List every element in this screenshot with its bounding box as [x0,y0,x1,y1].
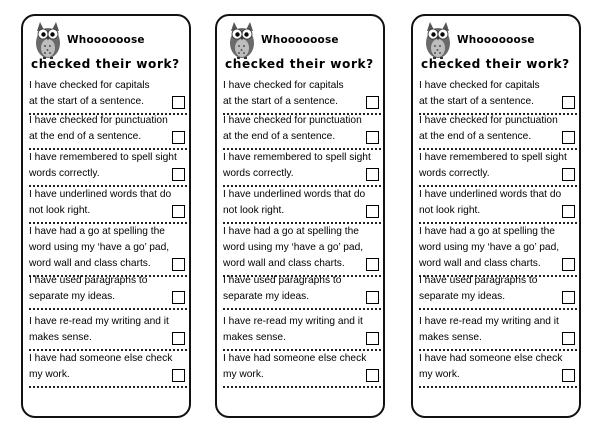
checklist-item-text: word wall and class charts. [223,258,345,269]
bookmark-card-2 [215,14,385,418]
checklist-item-text: makes sense. [419,332,482,343]
checklist-item [419,150,577,182]
checkbox[interactable] [172,258,185,271]
checklist-item-text: at the end of a sentence. [419,131,532,142]
checkbox[interactable] [366,332,379,345]
dotted-divider [29,308,187,310]
checklist-item-text: I have remembered to spell sight [223,152,371,163]
checklist-item-text: not look right. [223,205,285,216]
checklist-item [223,273,381,305]
checklist-item-text: separate my ideas. [419,291,506,302]
checklist-item [29,187,187,219]
checkbox[interactable] [562,168,575,181]
checkbox[interactable] [172,205,185,218]
checklist-item-text: I have underlined words that do [223,189,366,200]
checkbox[interactable] [562,131,575,144]
checklist-item-text: I have checked for capitals [419,80,540,91]
checklist-item [419,187,577,219]
owl-icon [424,22,452,60]
checklist-item-text: separate my ideas. [29,291,116,302]
checkbox[interactable] [366,205,379,218]
checklist-item-text: my work. [29,369,70,380]
checklist-item [29,224,187,272]
checklist-item-text: I have used paragraphs to [419,275,538,286]
checklist-item-text: I have had a go at spelling the [29,226,165,237]
checklist-item [223,150,381,182]
checklist-item-text: I have checked for capitals [29,80,150,91]
checklist-item-text: not look right. [419,205,481,216]
checklist-item-text: I have underlined words that do [419,189,562,200]
checklist-item-text: my work. [419,369,460,380]
checklist-item-text: I have had someone else check [223,353,367,364]
checklist-item [419,113,577,145]
checklist-item [223,187,381,219]
dotted-divider [29,386,187,388]
checklist-item-text: word using my ‘have a go’ pad, [419,242,560,253]
checklist-item [29,314,187,346]
checklist-item-text: at the start of a sentence. [29,96,144,107]
checkbox[interactable] [562,205,575,218]
title-line-1: Whoooooose [67,34,145,46]
checklist-item [223,113,381,145]
title-line-2: checked their work? [225,56,374,71]
checklist-item-text: word using my ‘have a go’ pad, [223,242,364,253]
checklist-item-text: words correctly. [223,168,294,179]
owl-icon [34,22,62,60]
checklist-item-text: I have had someone else check [419,353,563,364]
checkbox[interactable] [172,168,185,181]
checklist-item [29,351,187,383]
checklist-item-text: words correctly. [419,168,490,179]
checkbox[interactable] [366,258,379,271]
checklist-item-text: word wall and class charts. [29,258,151,269]
checklist-item [29,150,187,182]
checklist-item [29,113,187,145]
checklist-item-text: I have checked for punctuation [29,115,168,126]
checklist-item [223,351,381,383]
checklist-item [419,314,577,346]
checkbox[interactable] [172,291,185,304]
checkbox[interactable] [562,369,575,382]
checklist-item-text: word wall and class charts. [419,258,541,269]
checklist-item-text: I have re-read my writing and it [223,316,363,327]
checklist-item-text: I have had a go at spelling the [419,226,555,237]
checklist-item [419,273,577,305]
checklist-item-text: at the start of a sentence. [419,96,534,107]
checklist-item [29,273,187,305]
checkbox[interactable] [562,258,575,271]
checklist-item-text: I have checked for punctuation [419,115,558,126]
dotted-divider [419,386,577,388]
bookmark-card-1 [21,14,191,418]
checkbox[interactable] [366,168,379,181]
checklist-item-text: words correctly. [29,168,100,179]
bookmark-card-3 [411,14,581,418]
checklist-item-text: I have re-read my writing and it [419,316,559,327]
dotted-divider [419,308,577,310]
checklist-item-text: word using my ‘have a go’ pad, [29,242,170,253]
checklist-item-text: I have remembered to spell sight [29,152,177,163]
checkbox[interactable] [562,96,575,109]
title-line-1: Whoooooose [457,34,535,46]
checkbox[interactable] [366,369,379,382]
checklist-item-text: at the end of a sentence. [223,131,336,142]
checklist-item-text: at the end of a sentence. [29,131,142,142]
checklist-item [29,78,187,110]
checklist-item [419,351,577,383]
checklist-item-text: I have used paragraphs to [29,275,148,286]
dotted-divider [223,386,381,388]
checkbox[interactable] [366,131,379,144]
checklist-item-text: I have checked for punctuation [223,115,362,126]
checklist-item-text: makes sense. [29,332,92,343]
checkbox[interactable] [366,96,379,109]
checklist-item-text: I have used paragraphs to [223,275,342,286]
owl-icon [228,22,256,60]
title-line-2: checked their work? [31,56,180,71]
checklist-item [223,78,381,110]
checklist-item-text: I have checked for capitals [223,80,344,91]
checklist-item-text: I have had a go at spelling the [223,226,359,237]
checkbox[interactable] [172,96,185,109]
dotted-divider [223,308,381,310]
checkbox[interactable] [172,369,185,382]
checklist-item [223,224,381,272]
checklist-item-text: separate my ideas. [223,291,310,302]
checklist-item-text: I have re-read my writing and it [29,316,169,327]
checkbox[interactable] [562,332,575,345]
checklist-item-text: my work. [223,369,264,380]
checklist-item [419,224,577,272]
checkbox[interactable] [366,291,379,304]
checkbox[interactable] [562,291,575,304]
checklist-item-text: not look right. [29,205,91,216]
checklist-item-text: I have remembered to spell sight [419,152,567,163]
title-line-1: Whoooooose [261,34,339,46]
title-line-2: checked their work? [421,56,570,71]
checklist-item-text: at the start of a sentence. [223,96,338,107]
checkbox[interactable] [172,131,185,144]
checklist-item [223,314,381,346]
checklist-item [419,78,577,110]
checklist-item-text: I have underlined words that do [29,189,172,200]
checkbox[interactable] [172,332,185,345]
checklist-item-text: I have had someone else check [29,353,173,364]
checklist-item-text: makes sense. [223,332,286,343]
